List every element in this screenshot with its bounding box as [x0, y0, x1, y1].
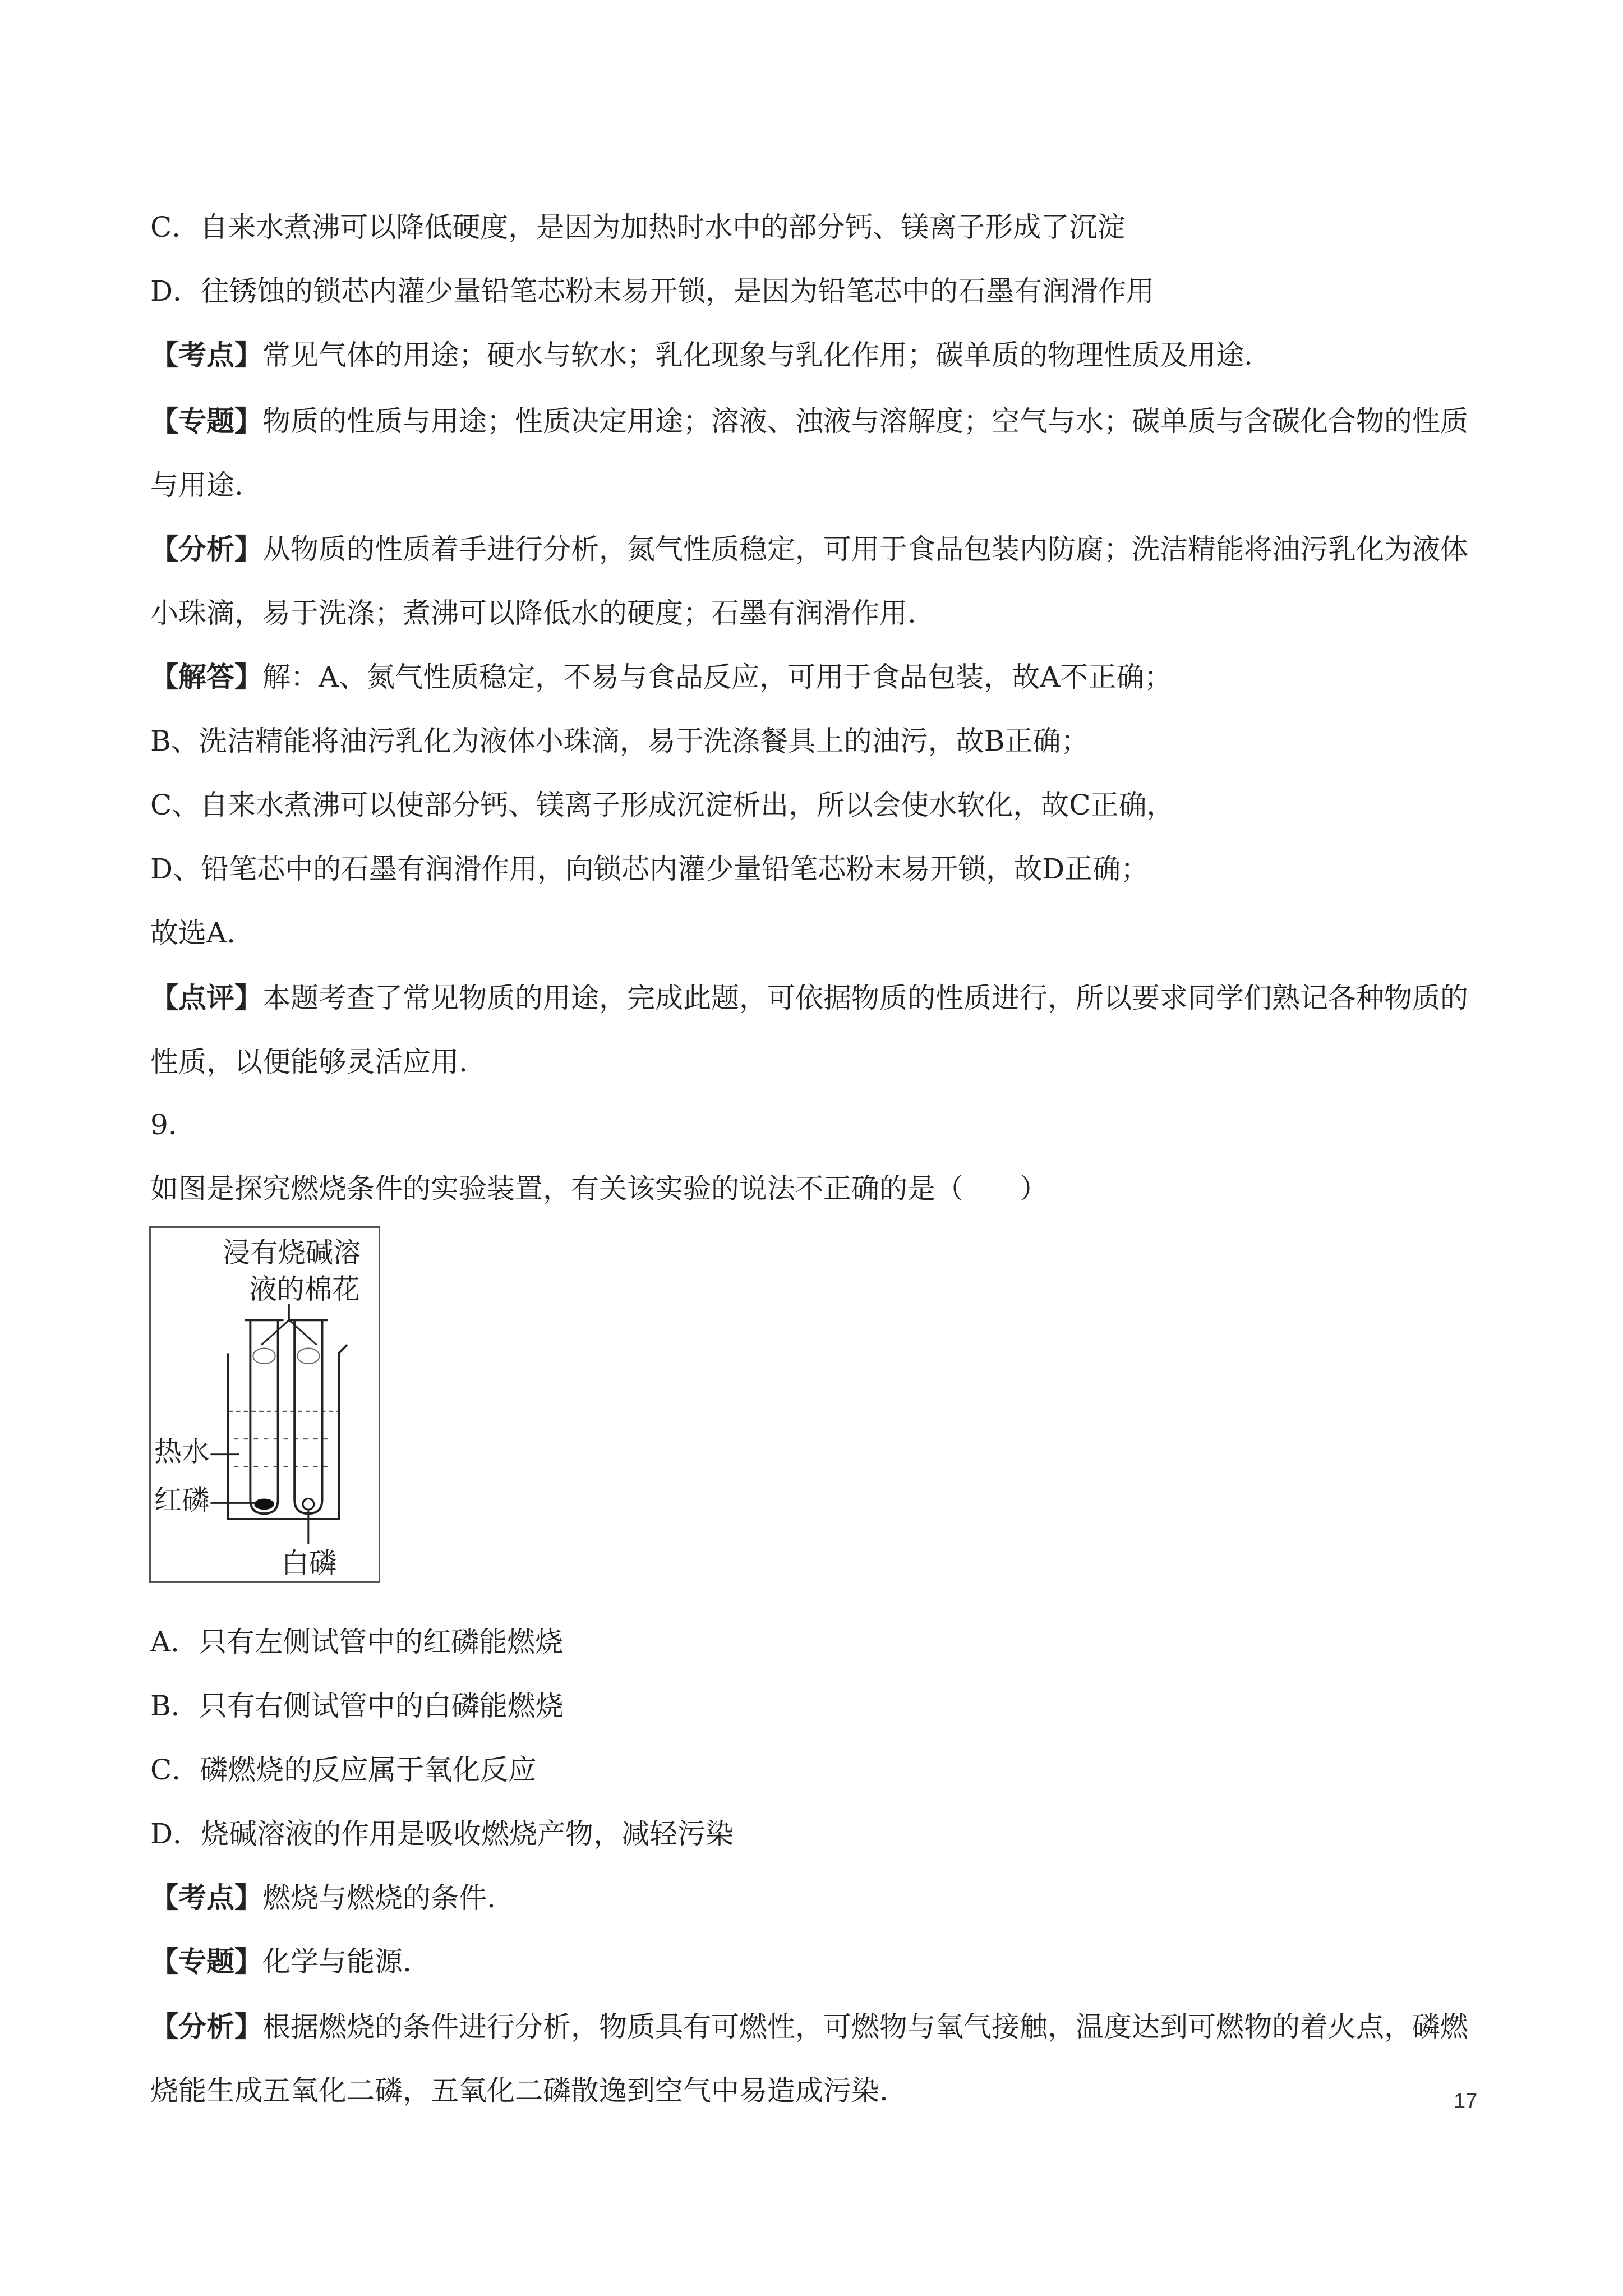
zhuanti-label: 【专题】	[150, 1945, 262, 1978]
cotton-right-icon	[297, 1348, 319, 1364]
fenxi-text: 从物质的性质着手进行分析，氮气性质稳定，可用于食品包装内防腐；洗洁精能将油污乳化为液体小珠滴，易于洗涤；煮沸可以降低水的硬度；石墨有润滑作用.	[150, 533, 1468, 629]
label-white-phosphorus: 白磷	[281, 1547, 337, 1580]
cotton-left-icon	[253, 1348, 275, 1364]
pointer-line-right	[289, 1320, 316, 1345]
kaodian-label: 【考点】	[150, 338, 262, 371]
option-d-prev: D．往锈蚀的锁芯内灌少量铅笔芯粉末易开锁，是因为铅笔芯中的石墨有润滑作用	[150, 275, 1155, 307]
q9-option-a: A．只有左侧试管中的红磷能燃烧	[150, 1626, 564, 1658]
fenxi-text: 根据燃烧的条件进行分析，物质具有可燃性，可燃物与氧气接触，温度达到可燃物的着火点，磷燃烧能生成五氧化二磷，五氧化二磷散逸到空气中易造成污染.	[150, 2010, 1468, 2107]
beaker	[228, 1345, 347, 1519]
label-cotton-line2: 液的棉花	[249, 1272, 360, 1305]
jieda-text: 解：A、氮气性质稳定，不易与食品反应，可用于食品包装，故A不正确；	[262, 661, 1173, 693]
q9-number: 9.	[150, 1108, 177, 1141]
pointer-line-left	[261, 1320, 289, 1345]
zhuanti-text: 化学与能源.	[262, 1945, 412, 1978]
q8-fenxi	[150, 517, 1474, 645]
q9-zhuanti	[150, 1942, 412, 1981]
q9-option-b: B．只有右侧试管中的白磷能燃烧	[150, 1690, 564, 1722]
label-red-phosphorus: 红磷	[154, 1484, 210, 1517]
q9-option-d: D．烧碱溶液的作用是吸收燃烧产物，减轻污染	[150, 1818, 734, 1850]
q9-kaodian	[150, 1878, 496, 1917]
red-phosphorus-icon	[254, 1499, 274, 1510]
left-tube	[250, 1320, 278, 1513]
zhuanti-label: 【专题】	[150, 404, 262, 438]
white-phosphorus-icon	[303, 1499, 314, 1510]
kaodian-text: 燃烧与燃烧的条件.	[262, 1881, 496, 1914]
q9-option-c: C．磷燃烧的反应属于氧化反应	[150, 1754, 537, 1786]
q8-zhuanti	[150, 389, 1474, 517]
q8-conclusion: 故选A.	[150, 917, 236, 949]
fenxi-label: 【分析】	[150, 532, 262, 565]
kaodian-label: 【考点】	[150, 1881, 262, 1914]
q8-jieda-b: B、洗洁精能将油污乳化为液体小珠滴，易于洗涤餐具上的油污，故B正确；	[150, 725, 1089, 757]
jieda-label: 【解答】	[150, 660, 262, 693]
label-hot-water: 热水	[154, 1435, 210, 1468]
dianping-label: 【点评】	[150, 981, 262, 1014]
q8-jieda-c: C、自来水煮沸可以使部分钙、镁离子形成沉淀析出，所以会使水软化，故C正确，	[150, 789, 1175, 821]
page-number: 17	[1454, 2090, 1478, 2113]
dianping-text: 本题考查了常见物质的用途，完成此题，可依据物质的性质进行，所以要求同学们熟记各种物质的性质，以便能够灵活应用.	[150, 982, 1468, 1078]
q8-jieda	[150, 657, 1172, 697]
kaodian-text: 常见气体的用途；硬水与软水；乳化现象与乳化作用；碳单质的物理性质及用途.	[262, 339, 1253, 371]
option-c-prev: C．自来水煮沸可以降低硬度，是因为加热时水中的部分钙、镁离子形成了沉淀	[150, 211, 1126, 243]
q8-dianping	[150, 966, 1474, 1094]
q8-kaodian	[150, 335, 1253, 375]
right-tube	[294, 1320, 322, 1513]
q9-stem: 如图是探究燃烧条件的实验装置，有关该实验的说法不正确的是（ ）	[150, 1172, 1048, 1205]
zhuanti-text: 物质的性质与用途；性质决定用途；溶液、浊液与溶解度；空气与水；碳单质与含碳化合物的性质与用途.	[150, 405, 1468, 501]
label-cotton-line1: 浸有烧碱溶	[223, 1236, 361, 1269]
experiment-figure	[149, 1226, 380, 1583]
q9-fenxi	[150, 1995, 1474, 2123]
experiment-diagram	[151, 1228, 379, 1581]
q8-jieda-d: D、铅笔芯中的石墨有润滑作用，向锁芯内灌少量铅笔芯粉末易开锁，故D正确；	[150, 853, 1149, 885]
fenxi-label: 【分析】	[150, 2010, 262, 2043]
